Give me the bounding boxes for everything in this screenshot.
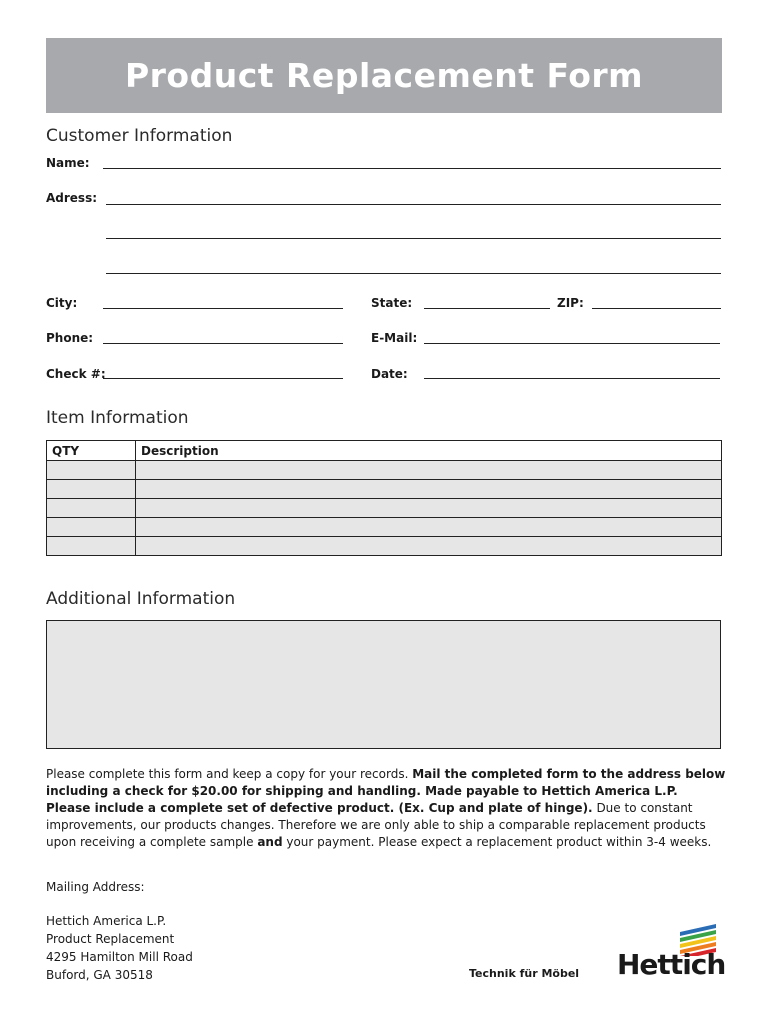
qty-cell[interactable] (47, 461, 136, 480)
mailing-address-label: Mailing Address: (46, 880, 145, 894)
table-row (47, 499, 722, 518)
mailing-address-line: Hettich America L.P. (46, 914, 167, 928)
check-number-field-line[interactable] (103, 378, 343, 379)
description-cell[interactable] (136, 461, 722, 480)
item-table-header (47, 441, 722, 461)
customer-section-title: Customer Information (46, 126, 233, 146)
address-field-line-2[interactable] (106, 238, 721, 239)
description-cell[interactable] (136, 537, 722, 556)
notes-bold-text: Mail the completed form to the address below including a check for $20.00 for shipping and handling. Made payable to Hettich America L.P. (46, 767, 726, 798)
description-cell[interactable] (136, 499, 722, 518)
table-row (47, 537, 722, 556)
zip-label: ZIP: (557, 296, 584, 310)
date-field-line[interactable] (424, 378, 720, 379)
header-banner (46, 38, 722, 113)
email-field-line[interactable] (424, 343, 720, 344)
hettich-logo: Hettich (617, 948, 726, 981)
notes-text: improvements, our products changes (46, 818, 271, 832)
brand-tagline: Technik für Möbel (469, 967, 580, 980)
email-label: E-Mail: (371, 331, 418, 345)
notes-text: upon receiving a complete sample (46, 835, 258, 849)
state-label: State: (371, 296, 413, 310)
qty-column-header: QTY (47, 441, 136, 461)
zip-field-line[interactable] (592, 308, 721, 309)
address-label: Adress: (46, 191, 98, 205)
notes-text: products (653, 818, 706, 832)
qty-cell[interactable] (47, 537, 136, 556)
state-field-line[interactable] (424, 308, 550, 309)
qty-cell[interactable] (47, 480, 136, 499)
item-section-title: Item Information (46, 408, 189, 428)
form-title: Product Replacement Form (124, 56, 644, 95)
phone-label: Phone: (46, 331, 94, 345)
address-field-line-3[interactable] (106, 273, 721, 274)
qty-cell[interactable] (47, 518, 136, 537)
description-cell[interactable] (136, 480, 722, 499)
mailing-address-line: 4295 Hamilton Mill Road (46, 950, 193, 964)
item-table (46, 440, 722, 556)
notes-text: Please complete this form and keep a copy (46, 767, 309, 781)
notes-bold-text: and (257, 835, 283, 849)
description-cell[interactable] (136, 518, 722, 537)
instructions-paragraph (46, 766, 726, 851)
check-number-label: Check #: (46, 367, 106, 381)
mailing-address-line: Buford, GA 30518 (46, 968, 153, 982)
additional-section-title: Additional Information (46, 589, 236, 609)
notes-text: . Therefore we are only able to ship a comparable replacement (270, 818, 654, 832)
phone-field-line[interactable] (103, 343, 343, 344)
mailing-address-line: Product Replacement (46, 932, 175, 946)
address-field-line-1[interactable] (106, 204, 721, 205)
notes-bold-text: Please include a complete set of defective product. (Ex. Cup and plate of hinge). (46, 801, 593, 815)
name-label: Name: (46, 156, 90, 170)
table-row (47, 461, 722, 480)
date-label: Date: (371, 367, 408, 381)
additional-info-box[interactable] (46, 620, 721, 749)
table-row (47, 518, 722, 537)
qty-cell[interactable] (47, 499, 136, 518)
notes-text: your payment. Please expect a replacement product within 3-4 weeks. (282, 835, 712, 849)
name-field-line[interactable] (103, 168, 721, 169)
city-label: City: (46, 296, 78, 310)
notes-text: Due to constant (592, 801, 693, 815)
city-field-line[interactable] (103, 308, 343, 309)
table-row (47, 480, 722, 499)
description-column-header: Description (136, 441, 722, 461)
notes-text: for your records. (308, 767, 413, 781)
mailing-address-block (46, 912, 193, 984)
